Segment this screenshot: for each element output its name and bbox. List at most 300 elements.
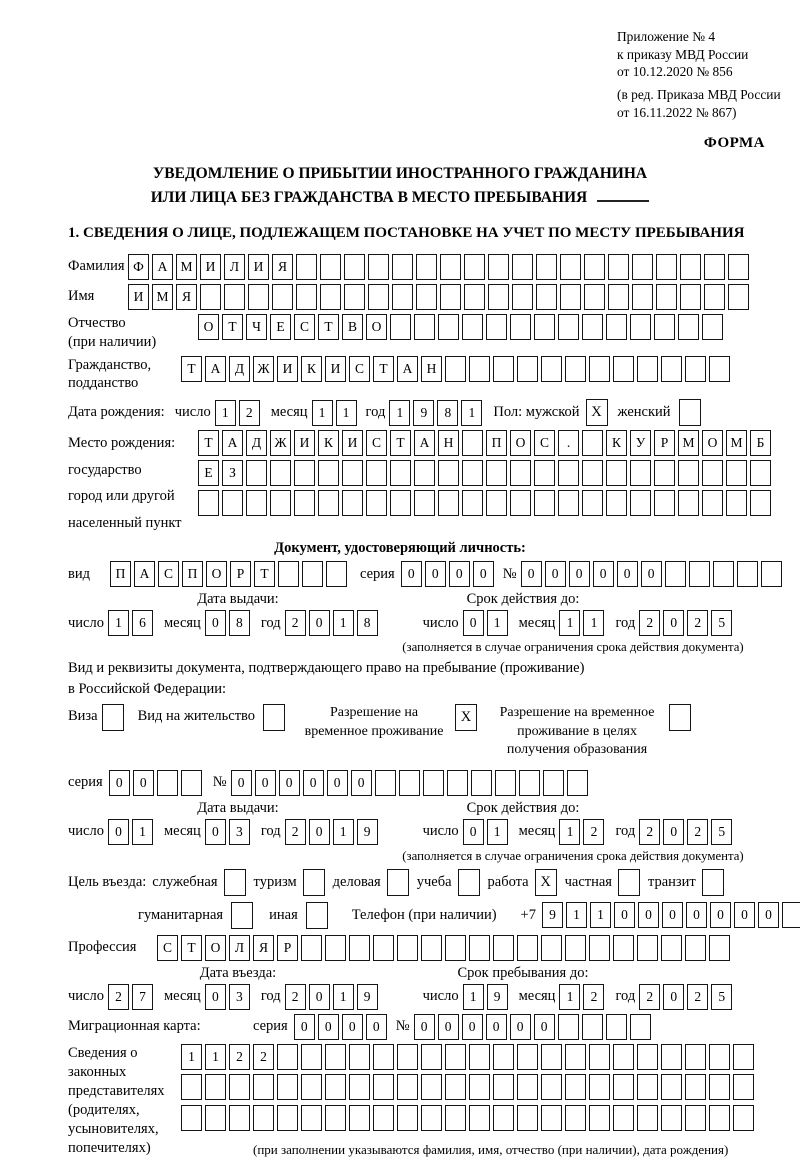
char-cell[interactable]: 6 xyxy=(132,610,153,636)
char-cell[interactable] xyxy=(440,284,461,310)
char-cell[interactable]: З xyxy=(222,460,243,486)
char-cell[interactable] xyxy=(565,1105,586,1131)
purpose-official-checkbox[interactable] xyxy=(224,869,246,896)
char-cell[interactable] xyxy=(200,284,221,310)
char-cell[interactable] xyxy=(608,254,629,280)
char-cell[interactable]: Ж xyxy=(270,430,291,456)
char-cell[interactable]: Н xyxy=(421,356,442,382)
char-cell[interactable] xyxy=(709,1105,730,1131)
char-cell[interactable]: 0 xyxy=(663,819,684,845)
char-cell[interactable]: 8 xyxy=(357,610,378,636)
char-cell[interactable] xyxy=(440,254,461,280)
char-cell[interactable] xyxy=(423,770,444,796)
char-cell[interactable]: А xyxy=(152,254,173,280)
char-cell[interactable]: 0 xyxy=(641,561,662,587)
char-cell[interactable] xyxy=(416,254,437,280)
char-cell[interactable] xyxy=(517,935,538,961)
char-cell[interactable]: 0 xyxy=(710,902,731,928)
char-cell[interactable]: 0 xyxy=(205,819,226,845)
purpose-study-checkbox[interactable] xyxy=(458,869,480,896)
char-cell[interactable]: 0 xyxy=(109,770,130,796)
char-cell[interactable]: Е xyxy=(270,314,291,340)
char-cell[interactable] xyxy=(325,1044,346,1070)
char-cell[interactable]: 1 xyxy=(590,902,611,928)
char-cell[interactable] xyxy=(318,460,339,486)
char-cell[interactable]: 8 xyxy=(229,610,250,636)
char-cell[interactable] xyxy=(205,1105,226,1131)
char-cell[interactable]: 3 xyxy=(229,984,250,1010)
char-cell[interactable]: 5 xyxy=(711,819,732,845)
char-cell[interactable] xyxy=(750,460,771,486)
char-cell[interactable]: Я xyxy=(272,254,293,280)
char-cell[interactable]: . xyxy=(558,430,579,456)
char-cell[interactable] xyxy=(301,1074,322,1100)
char-cell[interactable] xyxy=(414,490,435,516)
char-cell[interactable] xyxy=(558,460,579,486)
char-cell[interactable] xyxy=(277,1074,298,1100)
char-cell[interactable]: И xyxy=(325,356,346,382)
char-cell[interactable] xyxy=(728,254,749,280)
char-cell[interactable] xyxy=(469,1074,490,1100)
char-cell[interactable] xyxy=(541,1044,562,1070)
char-cell[interactable] xyxy=(728,284,749,310)
char-cell[interactable]: 1 xyxy=(333,610,354,636)
char-cell[interactable] xyxy=(661,1105,682,1131)
char-cell[interactable] xyxy=(582,1014,603,1040)
char-cell[interactable] xyxy=(678,460,699,486)
char-cell[interactable]: С xyxy=(366,430,387,456)
char-cell[interactable]: 0 xyxy=(303,770,324,796)
char-cell[interactable]: Р xyxy=(230,561,251,587)
char-cell[interactable] xyxy=(229,1105,250,1131)
char-cell[interactable] xyxy=(582,490,603,516)
char-cell[interactable] xyxy=(488,254,509,280)
char-cell[interactable]: Р xyxy=(654,430,675,456)
char-cell[interactable] xyxy=(534,460,555,486)
char-cell[interactable] xyxy=(519,770,540,796)
char-cell[interactable] xyxy=(438,314,459,340)
char-cell[interactable] xyxy=(493,1105,514,1131)
char-cell[interactable] xyxy=(462,314,483,340)
purpose-tourism-checkbox[interactable] xyxy=(303,869,325,896)
char-cell[interactable] xyxy=(726,460,747,486)
char-cell[interactable]: 1 xyxy=(336,400,357,426)
char-cell[interactable] xyxy=(373,1105,394,1131)
char-cell[interactable] xyxy=(349,1105,370,1131)
char-cell[interactable] xyxy=(181,770,202,796)
char-cell[interactable] xyxy=(294,490,315,516)
char-cell[interactable] xyxy=(536,284,557,310)
char-cell[interactable]: 0 xyxy=(205,610,226,636)
char-cell[interactable]: 2 xyxy=(583,984,604,1010)
char-cell[interactable]: О xyxy=(702,430,723,456)
char-cell[interactable] xyxy=(733,1105,754,1131)
char-cell[interactable] xyxy=(301,1105,322,1131)
char-cell[interactable]: 0 xyxy=(614,902,635,928)
char-cell[interactable] xyxy=(397,1105,418,1131)
char-cell[interactable] xyxy=(582,460,603,486)
char-cell[interactable] xyxy=(229,1074,250,1100)
char-cell[interactable]: С xyxy=(157,935,178,961)
char-cell[interactable] xyxy=(661,356,682,382)
char-cell[interactable]: 1 xyxy=(559,610,580,636)
char-cell[interactable]: 0 xyxy=(593,561,614,587)
char-cell[interactable] xyxy=(589,1044,610,1070)
char-cell[interactable] xyxy=(397,935,418,961)
char-cell[interactable] xyxy=(495,770,516,796)
char-cell[interactable] xyxy=(493,935,514,961)
char-cell[interactable] xyxy=(709,1074,730,1100)
char-cell[interactable]: 0 xyxy=(108,819,129,845)
char-cell[interactable]: 1 xyxy=(559,984,580,1010)
char-cell[interactable] xyxy=(462,430,483,456)
char-cell[interactable]: 3 xyxy=(229,819,250,845)
char-cell[interactable]: М xyxy=(678,430,699,456)
char-cell[interactable] xyxy=(397,1074,418,1100)
char-cell[interactable] xyxy=(637,1074,658,1100)
char-cell[interactable]: О xyxy=(366,314,387,340)
char-cell[interactable] xyxy=(589,935,610,961)
char-cell[interactable] xyxy=(782,902,800,928)
char-cell[interactable] xyxy=(656,254,677,280)
char-cell[interactable]: 0 xyxy=(521,561,542,587)
char-cell[interactable] xyxy=(689,561,710,587)
char-cell[interactable]: 7 xyxy=(132,984,153,1010)
char-cell[interactable]: 0 xyxy=(318,1014,339,1040)
char-cell[interactable]: 2 xyxy=(687,610,708,636)
char-cell[interactable] xyxy=(277,1105,298,1131)
char-cell[interactable]: 0 xyxy=(309,610,330,636)
char-cell[interactable] xyxy=(661,935,682,961)
char-cell[interactable] xyxy=(589,1074,610,1100)
char-cell[interactable]: К xyxy=(301,356,322,382)
char-cell[interactable] xyxy=(560,284,581,310)
char-cell[interactable]: С xyxy=(534,430,555,456)
char-cell[interactable]: 1 xyxy=(583,610,604,636)
char-cell[interactable] xyxy=(709,356,730,382)
char-cell[interactable] xyxy=(704,254,725,280)
purpose-business-checkbox[interactable] xyxy=(387,869,409,896)
char-cell[interactable] xyxy=(685,1074,706,1100)
char-cell[interactable] xyxy=(567,770,588,796)
char-cell[interactable] xyxy=(301,1044,322,1070)
char-cell[interactable]: И xyxy=(294,430,315,456)
char-cell[interactable] xyxy=(318,490,339,516)
char-cell[interactable]: 1 xyxy=(461,400,482,426)
char-cell[interactable] xyxy=(709,935,730,961)
char-cell[interactable]: 1 xyxy=(132,819,153,845)
char-cell[interactable]: 1 xyxy=(333,819,354,845)
char-cell[interactable] xyxy=(469,1044,490,1070)
char-cell[interactable]: 0 xyxy=(662,902,683,928)
char-cell[interactable] xyxy=(349,1074,370,1100)
char-cell[interactable] xyxy=(630,1014,651,1040)
char-cell[interactable]: Ж xyxy=(253,356,274,382)
char-cell[interactable] xyxy=(469,356,490,382)
char-cell[interactable]: Б xyxy=(750,430,771,456)
char-cell[interactable] xyxy=(584,284,605,310)
char-cell[interactable] xyxy=(488,284,509,310)
char-cell[interactable] xyxy=(541,935,562,961)
char-cell[interactable] xyxy=(678,490,699,516)
char-cell[interactable] xyxy=(637,935,658,961)
char-cell[interactable]: 1 xyxy=(463,984,484,1010)
char-cell[interactable]: 0 xyxy=(758,902,779,928)
char-cell[interactable] xyxy=(421,1074,442,1100)
char-cell[interactable] xyxy=(349,935,370,961)
char-cell[interactable] xyxy=(680,254,701,280)
char-cell[interactable]: К xyxy=(318,430,339,456)
char-cell[interactable] xyxy=(630,314,651,340)
char-cell[interactable] xyxy=(584,254,605,280)
char-cell[interactable] xyxy=(726,490,747,516)
char-cell[interactable]: 9 xyxy=(357,984,378,1010)
char-cell[interactable] xyxy=(366,490,387,516)
char-cell[interactable] xyxy=(462,490,483,516)
char-cell[interactable]: И xyxy=(342,430,363,456)
purpose-humanitarian-checkbox[interactable] xyxy=(231,902,253,929)
char-cell[interactable]: 2 xyxy=(285,984,306,1010)
purpose-private-checkbox[interactable] xyxy=(618,869,640,896)
char-cell[interactable] xyxy=(589,1105,610,1131)
char-cell[interactable] xyxy=(373,1044,394,1070)
char-cell[interactable]: С xyxy=(158,561,179,587)
char-cell[interactable]: 9 xyxy=(413,400,434,426)
char-cell[interactable] xyxy=(486,314,507,340)
char-cell[interactable]: М xyxy=(152,284,173,310)
char-cell[interactable] xyxy=(438,490,459,516)
char-cell[interactable] xyxy=(512,284,533,310)
char-cell[interactable] xyxy=(392,284,413,310)
char-cell[interactable] xyxy=(493,1044,514,1070)
char-cell[interactable]: 1 xyxy=(487,819,508,845)
char-cell[interactable]: 1 xyxy=(333,984,354,1010)
char-cell[interactable] xyxy=(517,356,538,382)
char-cell[interactable]: Т xyxy=(254,561,275,587)
char-cell[interactable] xyxy=(510,460,531,486)
char-cell[interactable]: Я xyxy=(253,935,274,961)
char-cell[interactable] xyxy=(342,460,363,486)
char-cell[interactable] xyxy=(397,1044,418,1070)
char-cell[interactable] xyxy=(541,1105,562,1131)
char-cell[interactable]: 2 xyxy=(285,610,306,636)
char-cell[interactable] xyxy=(375,770,396,796)
char-cell[interactable] xyxy=(565,1044,586,1070)
char-cell[interactable] xyxy=(702,460,723,486)
purpose-work-checkbox[interactable]: X xyxy=(535,869,557,896)
char-cell[interactable]: 0 xyxy=(510,1014,531,1040)
char-cell[interactable] xyxy=(344,254,365,280)
char-cell[interactable] xyxy=(733,1074,754,1100)
char-cell[interactable] xyxy=(589,356,610,382)
char-cell[interactable] xyxy=(270,460,291,486)
char-cell[interactable]: Т xyxy=(390,430,411,456)
char-cell[interactable]: 0 xyxy=(133,770,154,796)
char-cell[interactable] xyxy=(447,770,468,796)
char-cell[interactable] xyxy=(606,314,627,340)
char-cell[interactable] xyxy=(565,1074,586,1100)
purpose-transit-checkbox[interactable] xyxy=(702,869,724,896)
char-cell[interactable]: 0 xyxy=(309,819,330,845)
char-cell[interactable]: 0 xyxy=(309,984,330,1010)
char-cell[interactable] xyxy=(278,561,299,587)
char-cell[interactable] xyxy=(560,254,581,280)
char-cell[interactable] xyxy=(654,490,675,516)
char-cell[interactable]: С xyxy=(294,314,315,340)
char-cell[interactable] xyxy=(637,1044,658,1070)
char-cell[interactable] xyxy=(325,1105,346,1131)
char-cell[interactable] xyxy=(246,490,267,516)
char-cell[interactable]: 0 xyxy=(473,561,494,587)
char-cell[interactable] xyxy=(565,935,586,961)
char-cell[interactable] xyxy=(613,935,634,961)
char-cell[interactable] xyxy=(399,770,420,796)
char-cell[interactable]: П xyxy=(182,561,203,587)
char-cell[interactable]: 0 xyxy=(569,561,590,587)
char-cell[interactable]: Е xyxy=(198,460,219,486)
char-cell[interactable] xyxy=(661,1044,682,1070)
char-cell[interactable] xyxy=(181,1074,202,1100)
char-cell[interactable] xyxy=(390,314,411,340)
char-cell[interactable]: 0 xyxy=(351,770,372,796)
char-cell[interactable]: 0 xyxy=(734,902,755,928)
residence-permit-checkbox[interactable] xyxy=(263,704,285,731)
char-cell[interactable] xyxy=(253,1105,274,1131)
char-cell[interactable]: 1 xyxy=(559,819,580,845)
char-cell[interactable]: 0 xyxy=(279,770,300,796)
char-cell[interactable]: Т xyxy=(198,430,219,456)
char-cell[interactable] xyxy=(637,356,658,382)
char-cell[interactable]: 0 xyxy=(486,1014,507,1040)
char-cell[interactable] xyxy=(373,935,394,961)
char-cell[interactable] xyxy=(517,1044,538,1070)
char-cell[interactable]: 0 xyxy=(327,770,348,796)
char-cell[interactable]: 0 xyxy=(342,1014,363,1040)
char-cell[interactable] xyxy=(445,935,466,961)
temp-residence-checkbox[interactable]: X xyxy=(455,704,477,731)
char-cell[interactable]: С xyxy=(349,356,370,382)
char-cell[interactable] xyxy=(296,254,317,280)
char-cell[interactable] xyxy=(534,490,555,516)
char-cell[interactable] xyxy=(471,770,492,796)
char-cell[interactable] xyxy=(390,460,411,486)
char-cell[interactable]: 0 xyxy=(425,561,446,587)
char-cell[interactable]: 2 xyxy=(285,819,306,845)
char-cell[interactable] xyxy=(390,490,411,516)
char-cell[interactable]: 0 xyxy=(438,1014,459,1040)
char-cell[interactable]: Д xyxy=(229,356,250,382)
char-cell[interactable] xyxy=(469,1105,490,1131)
char-cell[interactable] xyxy=(713,561,734,587)
char-cell[interactable]: 2 xyxy=(639,819,660,845)
char-cell[interactable]: 0 xyxy=(449,561,470,587)
char-cell[interactable]: 2 xyxy=(253,1044,274,1070)
char-cell[interactable]: 0 xyxy=(231,770,252,796)
char-cell[interactable] xyxy=(253,1074,274,1100)
char-cell[interactable] xyxy=(325,1074,346,1100)
char-cell[interactable] xyxy=(606,460,627,486)
char-cell[interactable]: П xyxy=(486,430,507,456)
char-cell[interactable]: 0 xyxy=(638,902,659,928)
purpose-other-checkbox[interactable] xyxy=(306,902,328,929)
char-cell[interactable] xyxy=(608,284,629,310)
char-cell[interactable]: 0 xyxy=(294,1014,315,1040)
char-cell[interactable] xyxy=(606,1014,627,1040)
char-cell[interactable]: 0 xyxy=(366,1014,387,1040)
char-cell[interactable] xyxy=(349,1044,370,1070)
char-cell[interactable] xyxy=(534,314,555,340)
char-cell[interactable] xyxy=(630,460,651,486)
char-cell[interactable] xyxy=(270,490,291,516)
char-cell[interactable]: 5 xyxy=(711,984,732,1010)
char-cell[interactable]: 2 xyxy=(583,819,604,845)
char-cell[interactable]: 9 xyxy=(357,819,378,845)
char-cell[interactable]: У xyxy=(630,430,651,456)
char-cell[interactable] xyxy=(606,490,627,516)
char-cell[interactable]: К xyxy=(606,430,627,456)
char-cell[interactable]: 8 xyxy=(437,400,458,426)
visa-checkbox[interactable] xyxy=(102,704,124,731)
char-cell[interactable]: 0 xyxy=(463,819,484,845)
char-cell[interactable] xyxy=(414,460,435,486)
char-cell[interactable]: 5 xyxy=(711,610,732,636)
char-cell[interactable]: Н xyxy=(438,430,459,456)
char-cell[interactable]: 1 xyxy=(181,1044,202,1070)
char-cell[interactable] xyxy=(325,935,346,961)
char-cell[interactable]: И xyxy=(248,254,269,280)
char-cell[interactable] xyxy=(565,356,586,382)
char-cell[interactable]: О xyxy=(205,935,226,961)
char-cell[interactable]: А xyxy=(134,561,155,587)
char-cell[interactable]: 0 xyxy=(414,1014,435,1040)
char-cell[interactable] xyxy=(632,284,653,310)
char-cell[interactable]: 0 xyxy=(534,1014,555,1040)
char-cell[interactable] xyxy=(680,284,701,310)
char-cell[interactable] xyxy=(733,1044,754,1070)
temp-residence-edu-checkbox[interactable] xyxy=(669,704,691,731)
char-cell[interactable]: О xyxy=(198,314,219,340)
char-cell[interactable]: Ч xyxy=(246,314,267,340)
char-cell[interactable] xyxy=(541,1074,562,1100)
char-cell[interactable]: Л xyxy=(229,935,250,961)
char-cell[interactable] xyxy=(421,1044,442,1070)
char-cell[interactable]: Т xyxy=(181,356,202,382)
char-cell[interactable]: Т xyxy=(373,356,394,382)
char-cell[interactable] xyxy=(493,1074,514,1100)
char-cell[interactable]: 1 xyxy=(389,400,410,426)
char-cell[interactable] xyxy=(613,1044,634,1070)
char-cell[interactable] xyxy=(704,284,725,310)
char-cell[interactable] xyxy=(464,254,485,280)
char-cell[interactable] xyxy=(632,254,653,280)
char-cell[interactable]: В xyxy=(342,314,363,340)
char-cell[interactable]: 9 xyxy=(487,984,508,1010)
char-cell[interactable] xyxy=(320,284,341,310)
char-cell[interactable]: 9 xyxy=(542,902,563,928)
char-cell[interactable] xyxy=(438,460,459,486)
char-cell[interactable] xyxy=(630,490,651,516)
char-cell[interactable]: И xyxy=(128,284,149,310)
char-cell[interactable] xyxy=(613,1105,634,1131)
char-cell[interactable] xyxy=(157,770,178,796)
char-cell[interactable]: 0 xyxy=(663,984,684,1010)
char-cell[interactable] xyxy=(462,460,483,486)
char-cell[interactable]: 1 xyxy=(487,610,508,636)
char-cell[interactable] xyxy=(246,460,267,486)
char-cell[interactable] xyxy=(685,1044,706,1070)
char-cell[interactable]: А xyxy=(205,356,226,382)
char-cell[interactable]: 2 xyxy=(687,819,708,845)
